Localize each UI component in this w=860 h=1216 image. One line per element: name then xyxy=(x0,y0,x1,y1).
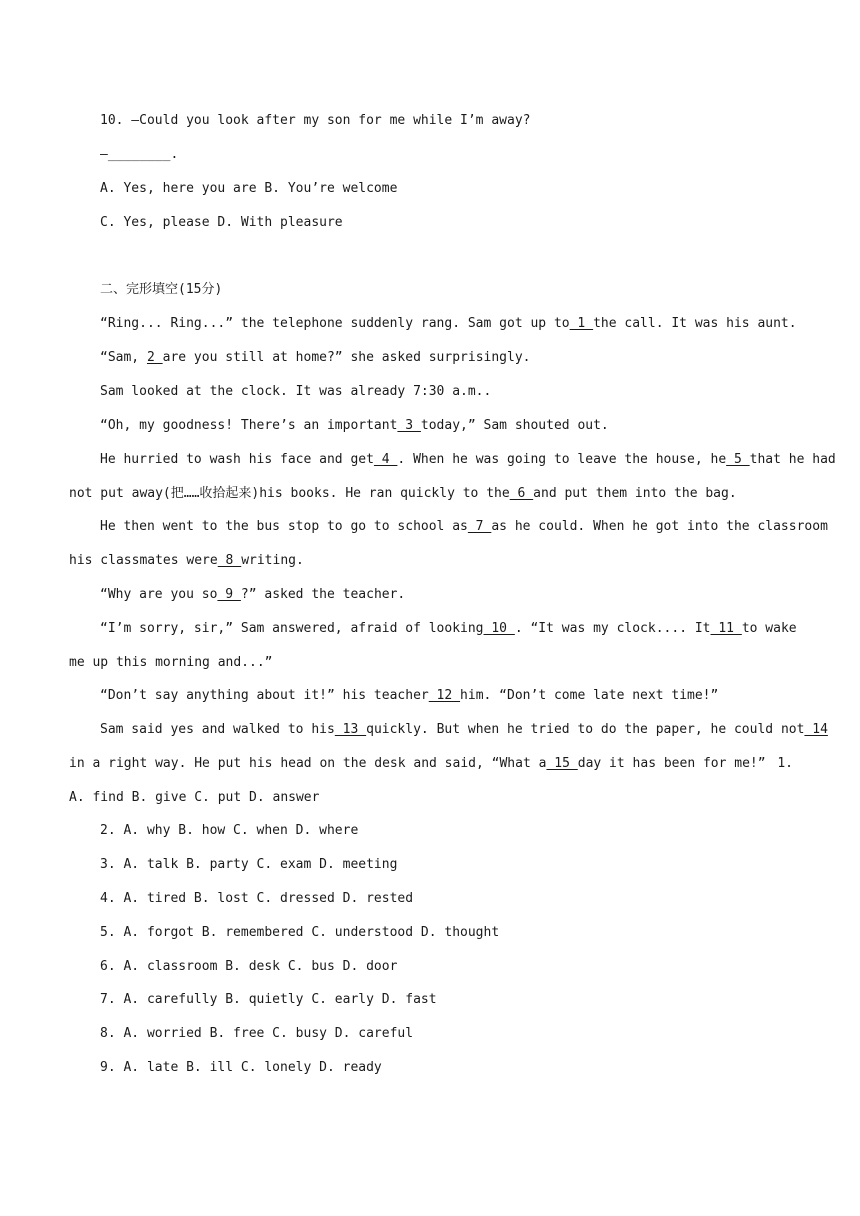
cloze-paragraph-line xyxy=(100,349,793,367)
cloze-blank-3: 3 xyxy=(397,418,421,433)
option-number-1: 1. xyxy=(777,756,793,771)
cloze-text: He hurried to wash his face and get xyxy=(100,452,374,467)
cloze-blank-6: 6 xyxy=(509,486,534,501)
cloze-blank-9: 9 xyxy=(217,587,241,602)
option-line: 7. A. carefully B. quietly C. early D. fast xyxy=(100,992,437,1007)
cloze-paragraph-line xyxy=(69,485,793,503)
cloze-paragraph-line: Sam looked at the clock. It was already 7:30 a.m.. xyxy=(100,384,492,399)
cloze-paragraph-line xyxy=(69,755,793,773)
cloze-text: that he had xyxy=(749,452,836,467)
cloze-blank-5: 5 xyxy=(726,452,750,467)
option-line: 2. A. why B. how C. when D. where xyxy=(100,823,359,838)
cloze-paragraph-line xyxy=(100,518,828,536)
cloze-blank-7: 7 xyxy=(467,519,492,534)
option-line: 3. A. talk B. party C. exam D. meeting xyxy=(100,857,398,872)
question-10-options-cd: C. Yes, please D. With pleasure xyxy=(100,215,343,230)
cloze-text: in a right way. He put his head on the desk and said, “What a xyxy=(69,756,547,771)
section-heading-cloze: 二、完形填空(15分) xyxy=(100,282,223,297)
cloze-paragraph-line xyxy=(100,315,797,333)
cloze-text: “Ring... Ring...” the telephone suddenly rang. Sam got up to xyxy=(100,316,570,331)
cloze-text: his classmates were xyxy=(69,553,218,568)
cloze-text: . When he was going to leave the house, he xyxy=(397,452,727,467)
cloze-blank-12: 12 xyxy=(428,688,461,703)
cloze-text: are you still at home?” she asked surprisingly. xyxy=(162,350,531,365)
question-10-options-ab: A. Yes, here you are B. You’re welcome xyxy=(100,181,398,196)
cloze-text: “Oh, my goodness! There’s an important xyxy=(100,418,398,433)
cloze-blank-13: 13 xyxy=(334,722,367,737)
cloze-text: He then went to the bus stop to go to school as xyxy=(100,519,468,534)
cloze-blank-10: 10 xyxy=(483,621,515,636)
cloze-text: day it has been for me!” xyxy=(577,756,766,771)
cloze-blank-14: 14 xyxy=(804,722,828,737)
cloze-text: him. “Don’t come late next time!” xyxy=(460,688,719,703)
cloze-text: “Sam, xyxy=(100,350,147,365)
cloze-blank-8: 8 xyxy=(217,553,242,568)
cloze-text: “Don’t say anything about it!” his teacher xyxy=(100,688,429,703)
cloze-text: to wake xyxy=(741,621,797,636)
cloze-text: ?” asked the teacher. xyxy=(240,587,406,602)
question-10-answer-line: —________. xyxy=(100,147,179,162)
cloze-paragraph-line xyxy=(100,620,797,638)
option-line: 4. A. tired B. lost C. dressed D. rested xyxy=(100,891,414,906)
option-line: 5. A. forgot B. remembered C. understood D. thought xyxy=(100,925,500,940)
cloze-paragraph-line xyxy=(100,451,836,469)
cloze-paragraph-line xyxy=(100,586,793,604)
cloze-text: as he could. When he got into the classroom xyxy=(491,519,828,534)
cloze-blank-4: 4 xyxy=(373,452,398,467)
option-line: 9. A. late B. ill C. lonely D. ready xyxy=(100,1060,382,1075)
cloze-text: the call. It was his aunt. xyxy=(593,316,797,331)
question-10-stem: 10. —Could you look after my son for me while I’m away? xyxy=(100,113,531,128)
cloze-text: “I’m sorry, sir,” Sam answered, afraid of looking xyxy=(100,621,484,636)
cloze-paragraph-line xyxy=(69,552,793,570)
cloze-text: not put away(把……收拾起来)his books. He ran quickly to the xyxy=(69,486,510,501)
cloze-paragraph-line xyxy=(100,721,828,739)
option-line: 6. A. classroom B. desk C. bus D. door xyxy=(100,959,398,974)
cloze-blank-11: 11 xyxy=(710,621,742,636)
cloze-blank-1: 1 xyxy=(569,316,594,331)
cloze-blank-2: 2 xyxy=(146,350,163,365)
option-line-1: A. find B. give C. put D. answer xyxy=(69,790,320,805)
cloze-text: writing. xyxy=(241,553,304,568)
option-line: 8. A. worried B. free C. busy D. careful xyxy=(100,1026,414,1041)
cloze-paragraph-line xyxy=(100,687,793,705)
cloze-text: and put them into the bag. xyxy=(533,486,737,501)
cloze-paragraph-line: me up this morning and...” xyxy=(69,655,273,670)
cloze-blank-15: 15 xyxy=(546,756,578,771)
cloze-text: . “It was my clock.... It xyxy=(514,621,711,636)
cloze-paragraph-line xyxy=(100,417,793,435)
cloze-text: Sam said yes and walked to his xyxy=(100,722,335,737)
cloze-text: quickly. But when he tried to do the paper, he could not xyxy=(366,722,805,737)
cloze-text: today,” Sam shouted out. xyxy=(420,418,609,433)
cloze-text: “Why are you so xyxy=(100,587,218,602)
